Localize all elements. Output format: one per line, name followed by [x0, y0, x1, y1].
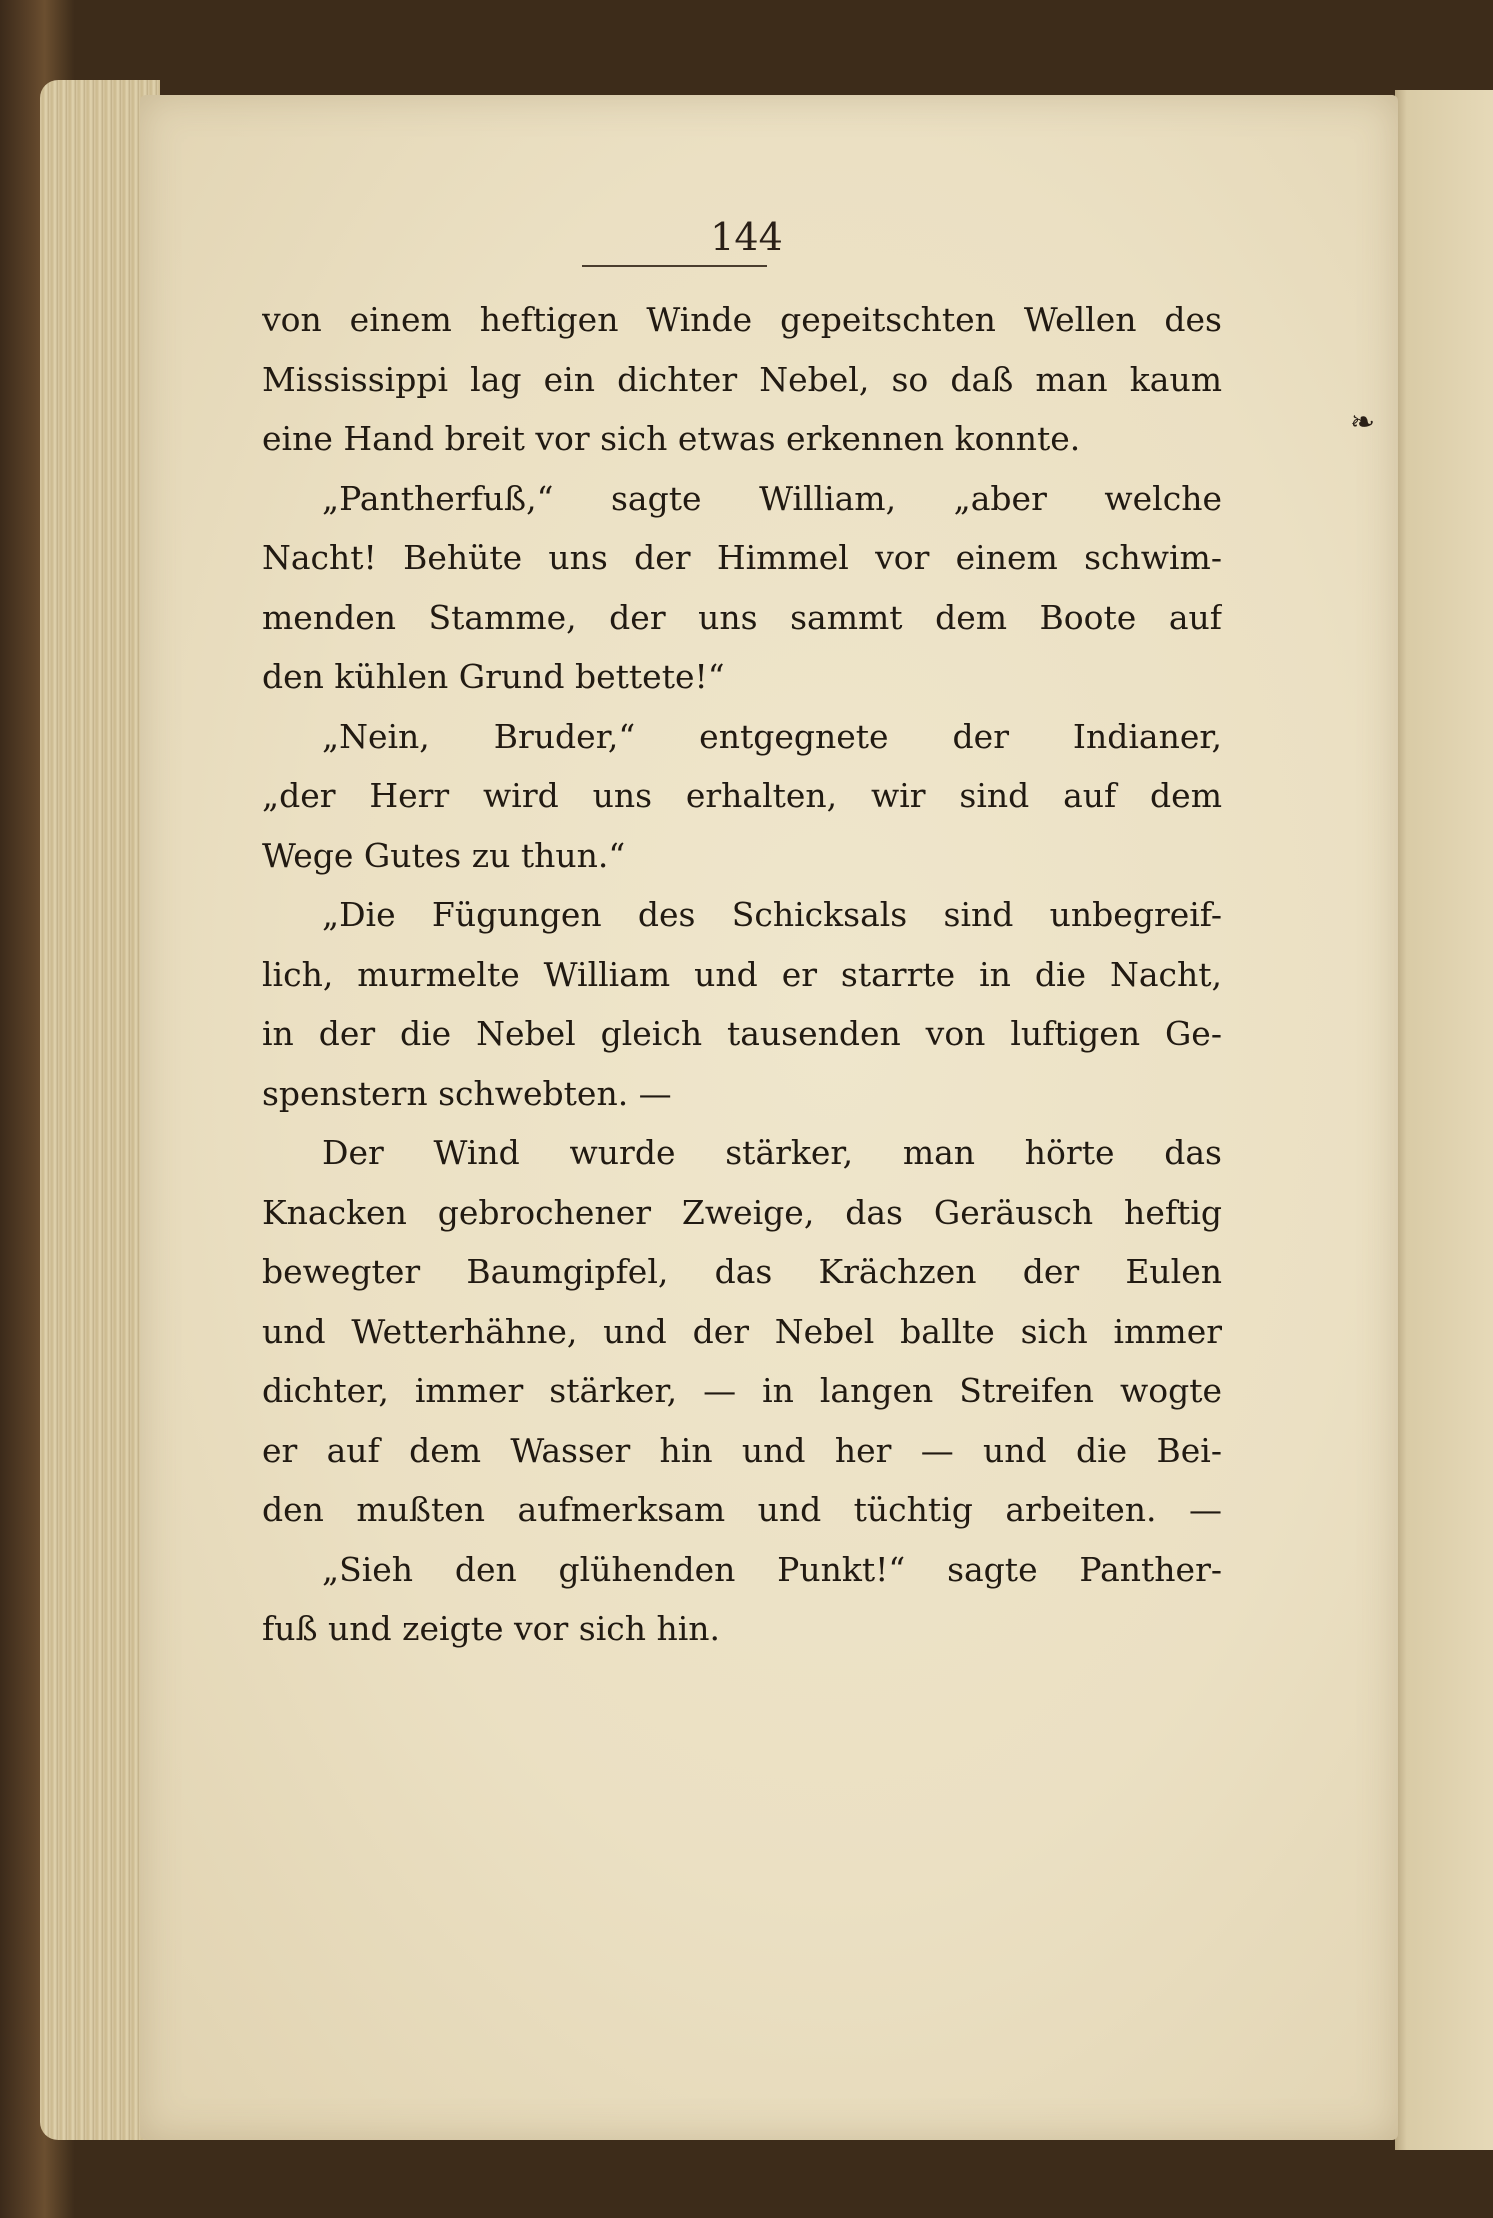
text-line: Nacht! Behüte uns der Himmel vor einem schwim- — [262, 538, 1222, 577]
text-line: „Die Fügungen des Schicksals sind unbegreif- — [322, 895, 1222, 934]
text-line: den kühlen Grund bettete!“ — [262, 657, 725, 696]
text-line: Der Wind wurde stärker, man hörte das — [322, 1133, 1222, 1172]
text-line: dichter, immer stärker, — in langen Streifen wogte — [262, 1371, 1222, 1410]
text-line: fuß und zeigte vor sich hin. — [262, 1609, 721, 1648]
page-number: 144 — [710, 215, 783, 259]
margin-mark: ❧ — [1350, 405, 1376, 440]
text-line: „Pantherfuß,“ sagte William, „aber welche — [322, 478, 1222, 518]
text-line: Mississippi lag ein dichter Nebel, so daß man kaum — [262, 359, 1222, 399]
body-text — [262, 290, 1222, 1659]
text-line: und Wetterhähne, und der Nebel ballte sich immer — [262, 1311, 1222, 1351]
text-line: menden Stamme, der uns sammt dem Boote auf — [262, 597, 1222, 637]
text-line: er auf dem Wasser hin und her — und die Bei- — [262, 1430, 1222, 1470]
text-line: Wege Gutes zu thun.“ — [262, 835, 626, 875]
text-line: bewegter Baumgipfel, das Krächzen der Eulen — [262, 1252, 1222, 1291]
text-line: den mußten aufmerksam und tüchtig arbeiten. — — [262, 1490, 1222, 1529]
text-line: „der Herr wird uns erhalten, wir sind auf dem — [262, 776, 1222, 815]
text-line: spenstern schwebten. — — [262, 1073, 672, 1113]
text-line: „Sieh den glühenden Punkt!“ sagte Panther- — [322, 1549, 1222, 1589]
text-line: Knacken gebrochener Zweige, das Geräusch heftig — [262, 1192, 1222, 1232]
text-line: „Nein, Bruder,“ entgegnete der Indianer, — [322, 716, 1222, 756]
text-line: von einem heftigen Winde gepeitschten Wellen des — [262, 300, 1222, 339]
facing-page-edge — [1395, 90, 1493, 2150]
text-line: eine Hand breit vor sich etwas erkennen konnte. — [262, 419, 1081, 458]
text-line: in der die Nebel gleich tausenden von luftigen Ge- — [262, 1014, 1222, 1053]
text-line: lich, murmelte William und er starrte in die Nacht, — [262, 954, 1222, 994]
page-number-rule — [582, 265, 767, 267]
